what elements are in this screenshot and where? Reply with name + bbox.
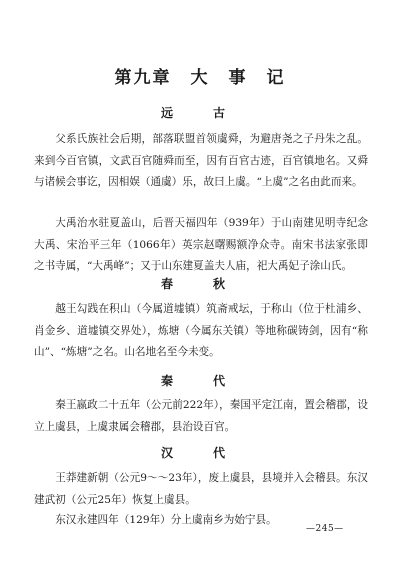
section-title-yuangu: 远 古 [160, 106, 239, 120]
section-title-chunqiu: 春 秋 [160, 277, 239, 291]
page-number: —245— [306, 524, 344, 534]
paragraph: 王莽建新朝（公元9～～23年），废上虞县，县境并入会稽县。东汉建武初（公元25年）恢复上虞县。 [34, 472, 368, 506]
paragraph: 父系氏族社会后期，部落联盟首领虞舜，为避唐尧之子丹朱之乱。来到今百官镇，文武百官随舜而至，因有百官古迹，百官镇地名。又舜与诸候会事讫，因相娱（通虞）乐，故曰上虞。“上虞”之名由此而来。 [34, 133, 368, 188]
section-title-handai: 汉 代 [160, 446, 239, 460]
paragraph: 秦王嬴政二十五年（公元前222年），秦国平定江南，置会稽郡，设立上虞县，上虞隶属会稽郡，县治设百官。 [34, 399, 368, 433]
section-title-qindai: 秦 代 [160, 374, 239, 388]
paragraph: 东汉永建四年（129年）分上虞南乡为始宁县。 [55, 514, 277, 526]
chapter-title: 第九章 大 事 记 [114, 68, 286, 88]
paragraph: 大禹治水驻夏盖山，后晋天福四年（939年）于山南建见明寺纪念大禹、宋治平三年（1066年）英宗赵曙赐额净众寺。南宋书法家张即之书寺属，“大禹峰”；又于山东建夏盖夫人庙，祀大禹妃子涂山氏。 [34, 217, 368, 272]
paragraph: 越王勾践在积山（今属道墟镇）筑斋戒坛，于称山（位于杜浦乡、肖金乡、道墟镇交界处），炼塘（今属东关镇）等地称碳铸剑，因有“称山”、“炼塘”之名。山名地名至今未变。 [34, 303, 368, 358]
